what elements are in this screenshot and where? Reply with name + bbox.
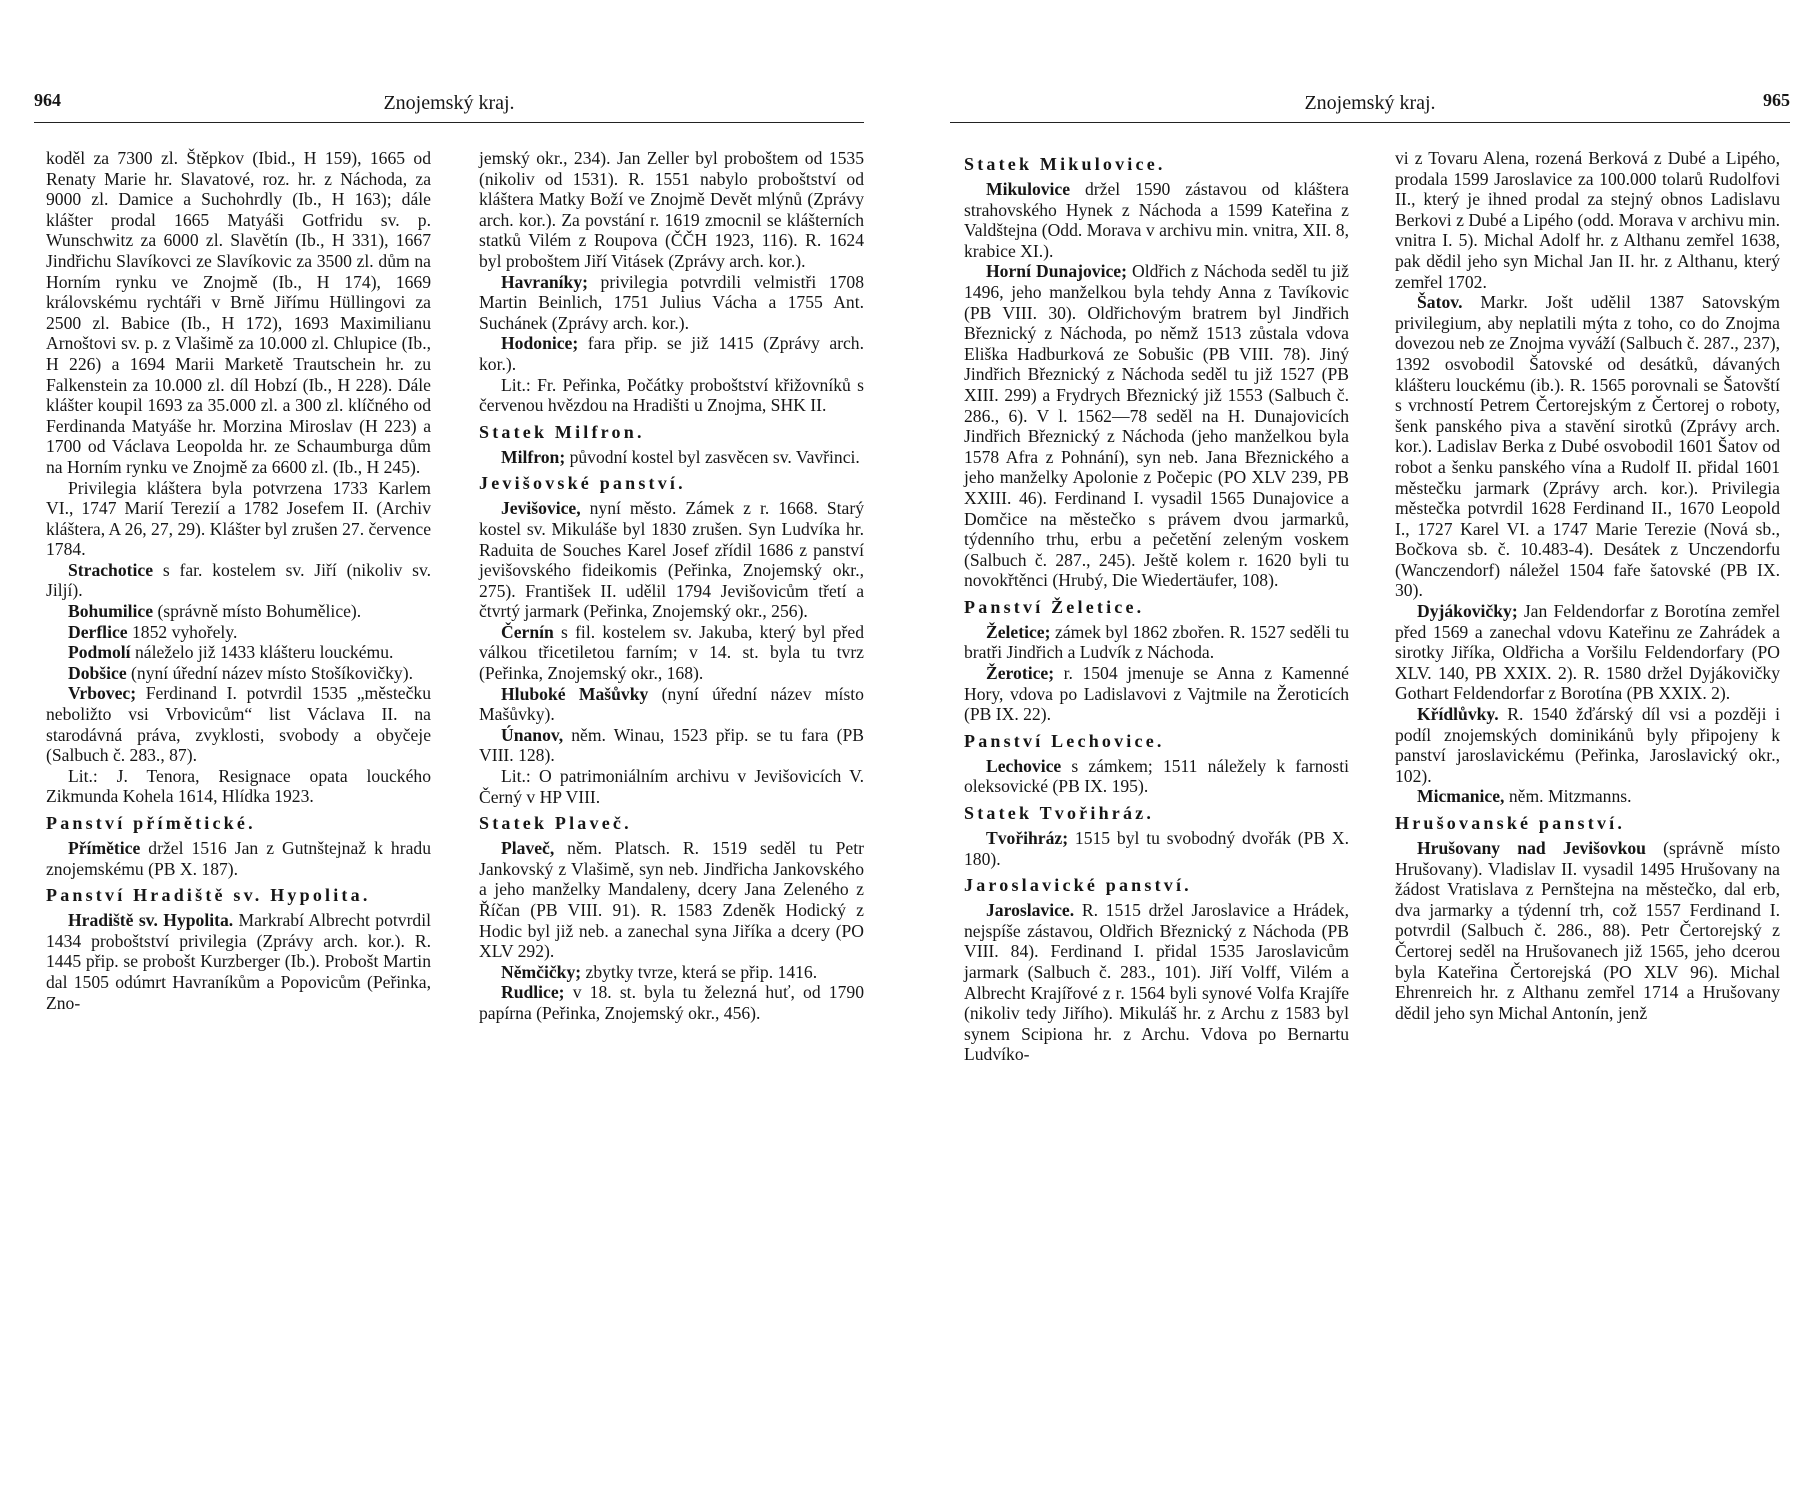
entry-keyword: Havraníky; — [501, 271, 588, 292]
entry-text: nyní město. Zámek z r. 1668. Starý kostel sv. Mikuláše byl 1830 zrušen. Syn Ludvíka hr. Raduita de Souches Karel Josef zřídil 1686 z panství jevišovského fideikomis (Peřinka, Znojemský okr., 275). František II. udělil 1794 Jevišovicům třetí a čtvrtý jarmark (Peřinka, Znojemský okr., 256). — [479, 498, 864, 622]
entry-paragraph — [964, 663, 1349, 725]
entry-text: jemský okr., 234). Jan Zeller byl proboštem od 1535 (nikoliv od 1531). R. 1551 nabylo proboštství od kláštera Matky Boží ve Znojmě Devět mlýnů (Zprávy arch. kor.). Za povstání r. 1619 zmocnil se klášterních statků Vilém z Roupova (ČČH 1923, 116). R. 1624 byl proboštem Jiří Vitásek (Zprávy arch. kor.). — [479, 148, 864, 271]
entry-text: Privilegia kláštera byla potvrzena 1733 Karlem VI., 1747 Marií Terezií a 1782 Josefem II. (Archiv kláštera, A 26, 27, 29). Klášter byl zrušen 27. července 1784. — [46, 477, 431, 560]
entry-text: 1515 byl tu svobodný dvořák (PB X. 180). — [964, 828, 1349, 869]
entry-text: držel 1590 zástavou od kláštera strahovského Hynek z Náchoda a 1599 Kateřina z Valdštejna (Odd. Morava v archivu min. vnitra, XII. 8, krabice XI.). — [964, 179, 1349, 261]
entry-text: vi z Tovaru Alena, rozená Berková z Dubé a Lipého, prodala 1599 Jaroslavice za 100.000 tolarů Rudolfovi II., který je ihned prodal za stejný obnos Ladislavu Berkovi z Dubé a Lipého (odd. Morava v archivu min. vnitra I. 5). Michal Adolf hr. z Althanu zemřel 1638, pak dědil jeho syn Michal Jan II. hr. z Althanu, který zemřel 1702. — [1395, 148, 1780, 292]
entry-keyword: Hluboké Mašůvky — [501, 683, 649, 704]
entry-text: fara přip. se již 1415 (Zprávy arch. kor.). — [479, 333, 864, 374]
section-heading: Panství Želetice. — [964, 596, 1145, 617]
entry-keyword: Bohumilice — [68, 601, 154, 622]
entry-keyword: Tvořihráz; — [986, 828, 1069, 849]
entry-text: s fil. kostelem sv. Jakuba, který byl před válkou třicetiletou farním; v 14. st. byla tu tvrz (Peřinka, Znojemský okr., 168). — [479, 621, 864, 684]
entry-paragraph — [1395, 148, 1780, 292]
entry-keyword: Rudlice; — [501, 982, 565, 1003]
entry-paragraph — [46, 838, 431, 879]
left-page — [34, 88, 864, 1498]
entry-paragraph — [1395, 292, 1780, 601]
entry-text: (správně místo Hrušovany). Vladislav II. vysadil 1495 Hrušovany na žádost Vratislava z Pernštejna na městečko, dal erb, dva jarmarky a týdenní trh, což 1557 Ferdinand I. potvrdil (Salbuch č. 286., 88). Petr Čertorejský z Čertorej seděl na Hrušovanech již 1565, jeho dcerou byla Kateřina Čertorejská (PO XLV 96). Michal Ehrenreich hr. z Althanu zemřel 1714 a Hrušovany dědil jeho syn Michal Antonín, jenž — [1395, 838, 1780, 1023]
entry-paragraph — [964, 179, 1349, 261]
entry-paragraph — [479, 333, 864, 374]
entry-paragraph — [1395, 838, 1780, 1023]
entry-paragraph — [46, 910, 431, 1013]
entry-keyword: Plaveč, — [501, 838, 555, 859]
entry-paragraph — [1395, 786, 1780, 807]
entry-paragraph — [479, 622, 864, 684]
entry-paragraph — [46, 601, 431, 622]
entry-paragraph — [479, 447, 864, 468]
entry-text: Markr. Jošt udělil 1387 Satovským privilegium, aby neplatili mýta z toho, co do Znojma dovezou neb ze Znojma vyváží (Salbuch č. 287., 237), 1392 osvobodil Šatovské od desátků, dávaných klášteru louckému (ib.). R. 1565 porovnali se Šatovští s vrchností Petrem Čertorejským z Čertorej o roboty, šenk panského piva a stavění sirotků (Zprávy arch. kor.). Ladislav Berka z Dubé osvobodil 1601 Šatov od robot a šenku panského vína a Rudolf II. přidal 1601 městečku jarmark (Zprávy arch. kor.). Privilegia městečka potvrdil 1628 Ferdinand II., 1670 Leopold I., 1727 Karel VI. a 1747 Marie Terezie (Nová sb., Bočkova sb. č. 10.483-4). Desátek z Unczendorfu (Wanczendorf) náležel 1504 faře šatovské (PB IX. 30). — [1395, 292, 1780, 601]
entry-text: náleželo již 1433 klášteru louckému. — [130, 642, 394, 663]
entry-keyword: Micmanice, — [1417, 786, 1505, 807]
entry-text: R. 1540 žďárský díl vsi a později i podíl znojemských dominikánů byly připojeny k panství jaroslavickému (Peřinka, Jaroslavický okr., 102). — [1395, 704, 1780, 786]
entry-keyword: Dobšice — [68, 662, 127, 683]
entry-text: R. 1515 držel Jaroslavice a Hrádek, nejspíše zástavou, Oldřich Březnický z Náchoda (PB VIII. 84). Ferdinand I. přidal 1535 Jaroslavicům jarmark (Salbuch č. 283., 101). Jiří Volff, Vilém a Albrecht Krajířové z r. 1564 byli synové Volfa Krajíře (nikoliv tedy Jiřího). Mikuláš hr. z Archu z 1583 byl synem Scipiona hr. z Archu. Vdova po Bernartu Ludvíko- — [964, 900, 1349, 1065]
entry-keyword: Hodonice; — [501, 333, 579, 354]
section-heading: Jevišovské panství. — [479, 473, 686, 494]
text-column — [479, 148, 864, 1024]
entry-keyword: Strachotice — [68, 559, 154, 580]
entry-text: Ferdinand I. potvrdil 1535 „městečku neboližto vsi Vrbovicům“ list Václava II. na starodávná práva, zvyklosti, svobody a obyčeje (Salbuch č. 283., 87). — [46, 683, 431, 766]
entry-text: (nyní úřední název místo Stošíkovičky). — [126, 662, 413, 683]
entry-paragraph — [964, 622, 1349, 663]
text-column — [46, 148, 431, 1013]
entry-keyword: Žerotice; — [986, 663, 1055, 684]
entry-text: privilegia potvrdili velmistři 1708 Martin Beinlich, 1751 Julius Vácha a 1755 Ant. Suchánek (Zprávy arch. kor.). — [479, 271, 864, 333]
entry-paragraph — [479, 148, 864, 272]
entry-paragraph — [479, 725, 864, 766]
entry-text: (nyní úřední název místo Mašůvky). — [479, 683, 864, 725]
entry-paragraph — [46, 622, 431, 643]
entry-text: něm. Mitzmanns. — [1504, 786, 1632, 807]
entry-text: s zámkem; 1511 náležely k farnosti oleksovické (PB IX. 195). — [964, 755, 1349, 797]
entry-keyword: Milfron; — [501, 446, 566, 467]
entry-text: něm. Winau, 1523 přip. se tu fara (PB VIII. 128). — [479, 724, 864, 766]
entry-keyword: Jevišovice, — [501, 498, 581, 519]
entry-text: koděl za 7300 zl. Štěpkov (Ibid., H 159), 1665 od Renaty Marie hr. Slavatové, roz. hr. z Náchoda, za 9000 zl. Damice a Suchohrdly (Ib., H 163); dále klášter prodal 1665 Matyáši Gotfridu sv. p. Wunschwitz za 6000 zl. Slavětín (Ib., H 331), 1667 Jindřichu Slavíkovci ze Slavíkovic za 3500 zl. dům na Horním rynku ve Znojmě (Ib., H 174), 1669 královskému rychtáři v Brně Jiřímu Hüllingovi za 2500 zl. Babice (Ib., H 172), 1693 Maximilianu Arnoštovi sv. p. z Vlašimě za 10.000 zl. Chlupice (Ib., H 226) a 1694 Marii Marketě Trautschein hr. zu Falkenstein za 10.000 zl. díl Hobzí (Ib., H 228). Dále klášter koupil 1693 za 35.000 zl. a 300 zl. klíčného od Ferdinanda Matyáše hr. Morzina Miroslav (H 223) a 1700 od Václava Leopolda hr. ze Schaumburga dům na Horním rynku ve Znojmě za 6600 zl. (Ib., H 245). — [46, 148, 431, 477]
running-head: Znojemský kraj. — [383, 92, 515, 114]
text-column — [964, 148, 1349, 1065]
section-heading: Statek Tvořihráz. — [964, 803, 1155, 824]
entry-paragraph — [46, 560, 431, 601]
entry-paragraph — [46, 642, 431, 663]
right-page — [950, 88, 1790, 1498]
entry-text: (správně místo Bohumělice). — [153, 601, 362, 622]
entry-keyword: Únanov, — [501, 724, 564, 745]
entry-text: Lit.: Fr. Peřinka, Počátky proboštství křižovníků s červenou hvězdou na Hradišti u Znojma, SHK II. — [479, 374, 864, 416]
entry-paragraph — [964, 900, 1349, 1065]
left-page-header — [34, 88, 864, 123]
section-heading: Panství přímětické. — [46, 813, 256, 833]
entry-keyword: Jaroslavice. — [986, 900, 1075, 921]
entry-keyword: Želetice; — [986, 621, 1051, 642]
entry-keyword: Dyjákovičky; — [1417, 601, 1518, 622]
entry-keyword: Derflice — [68, 621, 128, 642]
entry-text: zbytky tvrze, která se přip. 1416. — [581, 961, 818, 982]
entry-keyword: Hradiště sv. Hypolita. — [68, 910, 234, 931]
entry-paragraph — [46, 148, 431, 478]
section-heading: Statek Plaveč. — [479, 813, 632, 834]
entry-paragraph — [479, 982, 864, 1023]
section-heading: Hrušovanské panství. — [1395, 813, 1626, 833]
entry-keyword: Lechovice — [986, 755, 1062, 776]
entry-keyword: Přímětice — [68, 838, 141, 858]
right-page-header — [950, 88, 1790, 123]
entry-text: v 18. st. byla tu železná huť, od 1790 papírna (Peřinka, Znojemský okr., 456). — [479, 982, 864, 1023]
entry-paragraph — [479, 962, 864, 983]
section-heading: Statek Milfron. — [479, 421, 645, 442]
entry-text: původní kostel byl zasvěcen sv. Vavřinci. — [565, 446, 860, 467]
entry-paragraph — [479, 838, 864, 962]
entry-text: r. 1504 jmenuje se Anna z Kamenné Hory, vdova po Ladislavovi z Vajtmile na Žeroticích (PB IX. 22). — [964, 663, 1349, 725]
entry-paragraph — [479, 498, 864, 622]
page-number: 965 — [1763, 90, 1790, 110]
entry-text: něm. Platsch. R. 1519 seděl tu Petr Jankovský z Vlašimě, syn neb. Jindřicha Jankovského a jeho manželky Mandaleny, dcery Jana Zeleného z Říčan (PB VIII. 91). R. 1583 Zdeněk Hodický z Hodic byl již neb. a zanechal syna Jiříka a dcery (PO XLV 292). — [479, 838, 864, 962]
section-heading: Jaroslavické panství. — [964, 875, 1192, 896]
section-heading: Panství Hradiště sv. Hypolita. — [46, 885, 371, 906]
page-number: 964 — [34, 90, 61, 110]
entry-keyword: Horní Dunajovice; — [986, 261, 1127, 282]
entry-keyword: Němčičky; — [501, 961, 582, 982]
section-heading: Panství Lechovice. — [964, 730, 1165, 751]
entry-text: Jan Feldendorfar z Borotína zemřel před 1569 a zanechal vdovu Kateřinu ze Zahrádek a sirotky Jiříka, Oldřicha a Voršilu Feldendorfary (PO XLV. 140, PB XXIX. 2). R. 1580 držel Dyjákovičky Gothart Feldendorfar z Borotína (PB XXIX. 2). — [1395, 601, 1780, 704]
entry-text: Markrabí Albrecht potvrdil 1434 proboštství privilegia (Zprávy arch. kor.). R. 1445 přip. se probošt Kurzberger (Ib.). Probošt Martin dal 1505 odúmrt Havraníkům a Popovicům (Peřinka, Zno- — [46, 910, 431, 1013]
entry-paragraph — [479, 272, 864, 334]
entry-text: držel 1516 Jan z Gutnštejnaž k hradu znojemskému (PB X. 187). — [46, 838, 431, 879]
entry-text: Lit.: O patrimoniálním archivu v Jevišovicích V. Černý v HP VIII. — [479, 766, 864, 807]
entry-text: Oldřich z Náchoda seděl tu již 1496, jeho manželkou byla tehdy Anna z Tavíkovic (PB VIII. 30). Oldřichovým bratrem byl Jindřich Březnický z Náchoda, po němž 1513 zůstala vdova Eliška Hadburková ze Sobušic (PB VIII. 78). Jiný Jindřich Březnický z Náchoda seděl tu již 1527 (PB XIII. 299) a Frydrych Březnický již 1553 (Salbuch č. 286., 6). V l. 1562—78 seděl na H. Dunajovicích Jindřich Březnický z Náchoda (jeho manželkou byla 1578 Afra z Pohnání), syn neb. Jana Březnického a jeho manželky Apolonie z Počepic (PO XLV 239, PB XXIII. 46). Ferdinand I. vysadil 1565 Dunajovice a Domčice na městečko s právem dvou jarmarků, týdenního trhu, erbu a pečetění zeleným voskem (Salbuch č. 287., 245). Ještě kolem r. 1620 byli tu novokřtěnci (Hrubý, Die Wiedertäufer, 108). — [964, 261, 1349, 591]
entry-paragraph — [46, 683, 431, 765]
entry-paragraph — [46, 766, 431, 807]
entry-paragraph — [479, 684, 864, 725]
entry-text: 1852 vyhořely. — [127, 621, 238, 642]
section-heading: Statek Mikulovice. — [964, 154, 1166, 174]
entry-paragraph — [1395, 601, 1780, 704]
entry-keyword: Černín — [501, 621, 554, 642]
entry-keyword: Šatov. — [1417, 292, 1463, 313]
entry-paragraph — [46, 663, 431, 684]
entry-paragraph — [964, 756, 1349, 797]
entry-paragraph — [46, 478, 431, 560]
entry-keyword: Mikulovice — [986, 179, 1071, 199]
entry-keyword: Podmolí — [68, 642, 131, 663]
entry-text: zámek byl 1862 zbořen. R. 1527 seděli tu bratři Jindřich a Ludvík z Náchoda. — [964, 621, 1349, 663]
entry-text: s far. kostelem sv. Jiří (nikoliv sv. Jiljí). — [46, 559, 431, 601]
entry-paragraph — [1395, 704, 1780, 786]
entry-text: Lit.: J. Tenora, Resignace opata louckého Zikmunda Kohela 1614, Hlídka 1923. — [46, 765, 431, 807]
entry-keyword: Hrušovany nad Jevišovkou — [1417, 838, 1646, 858]
entry-keyword: Vrbovec; — [68, 683, 137, 704]
entry-paragraph — [964, 261, 1349, 591]
entry-paragraph — [479, 766, 864, 807]
entry-paragraph — [964, 828, 1349, 869]
entry-keyword: Křídlůvky. — [1417, 704, 1499, 725]
entry-paragraph — [479, 375, 864, 416]
text-column — [1395, 148, 1780, 1023]
running-head: Znojemský kraj. — [1304, 92, 1436, 114]
